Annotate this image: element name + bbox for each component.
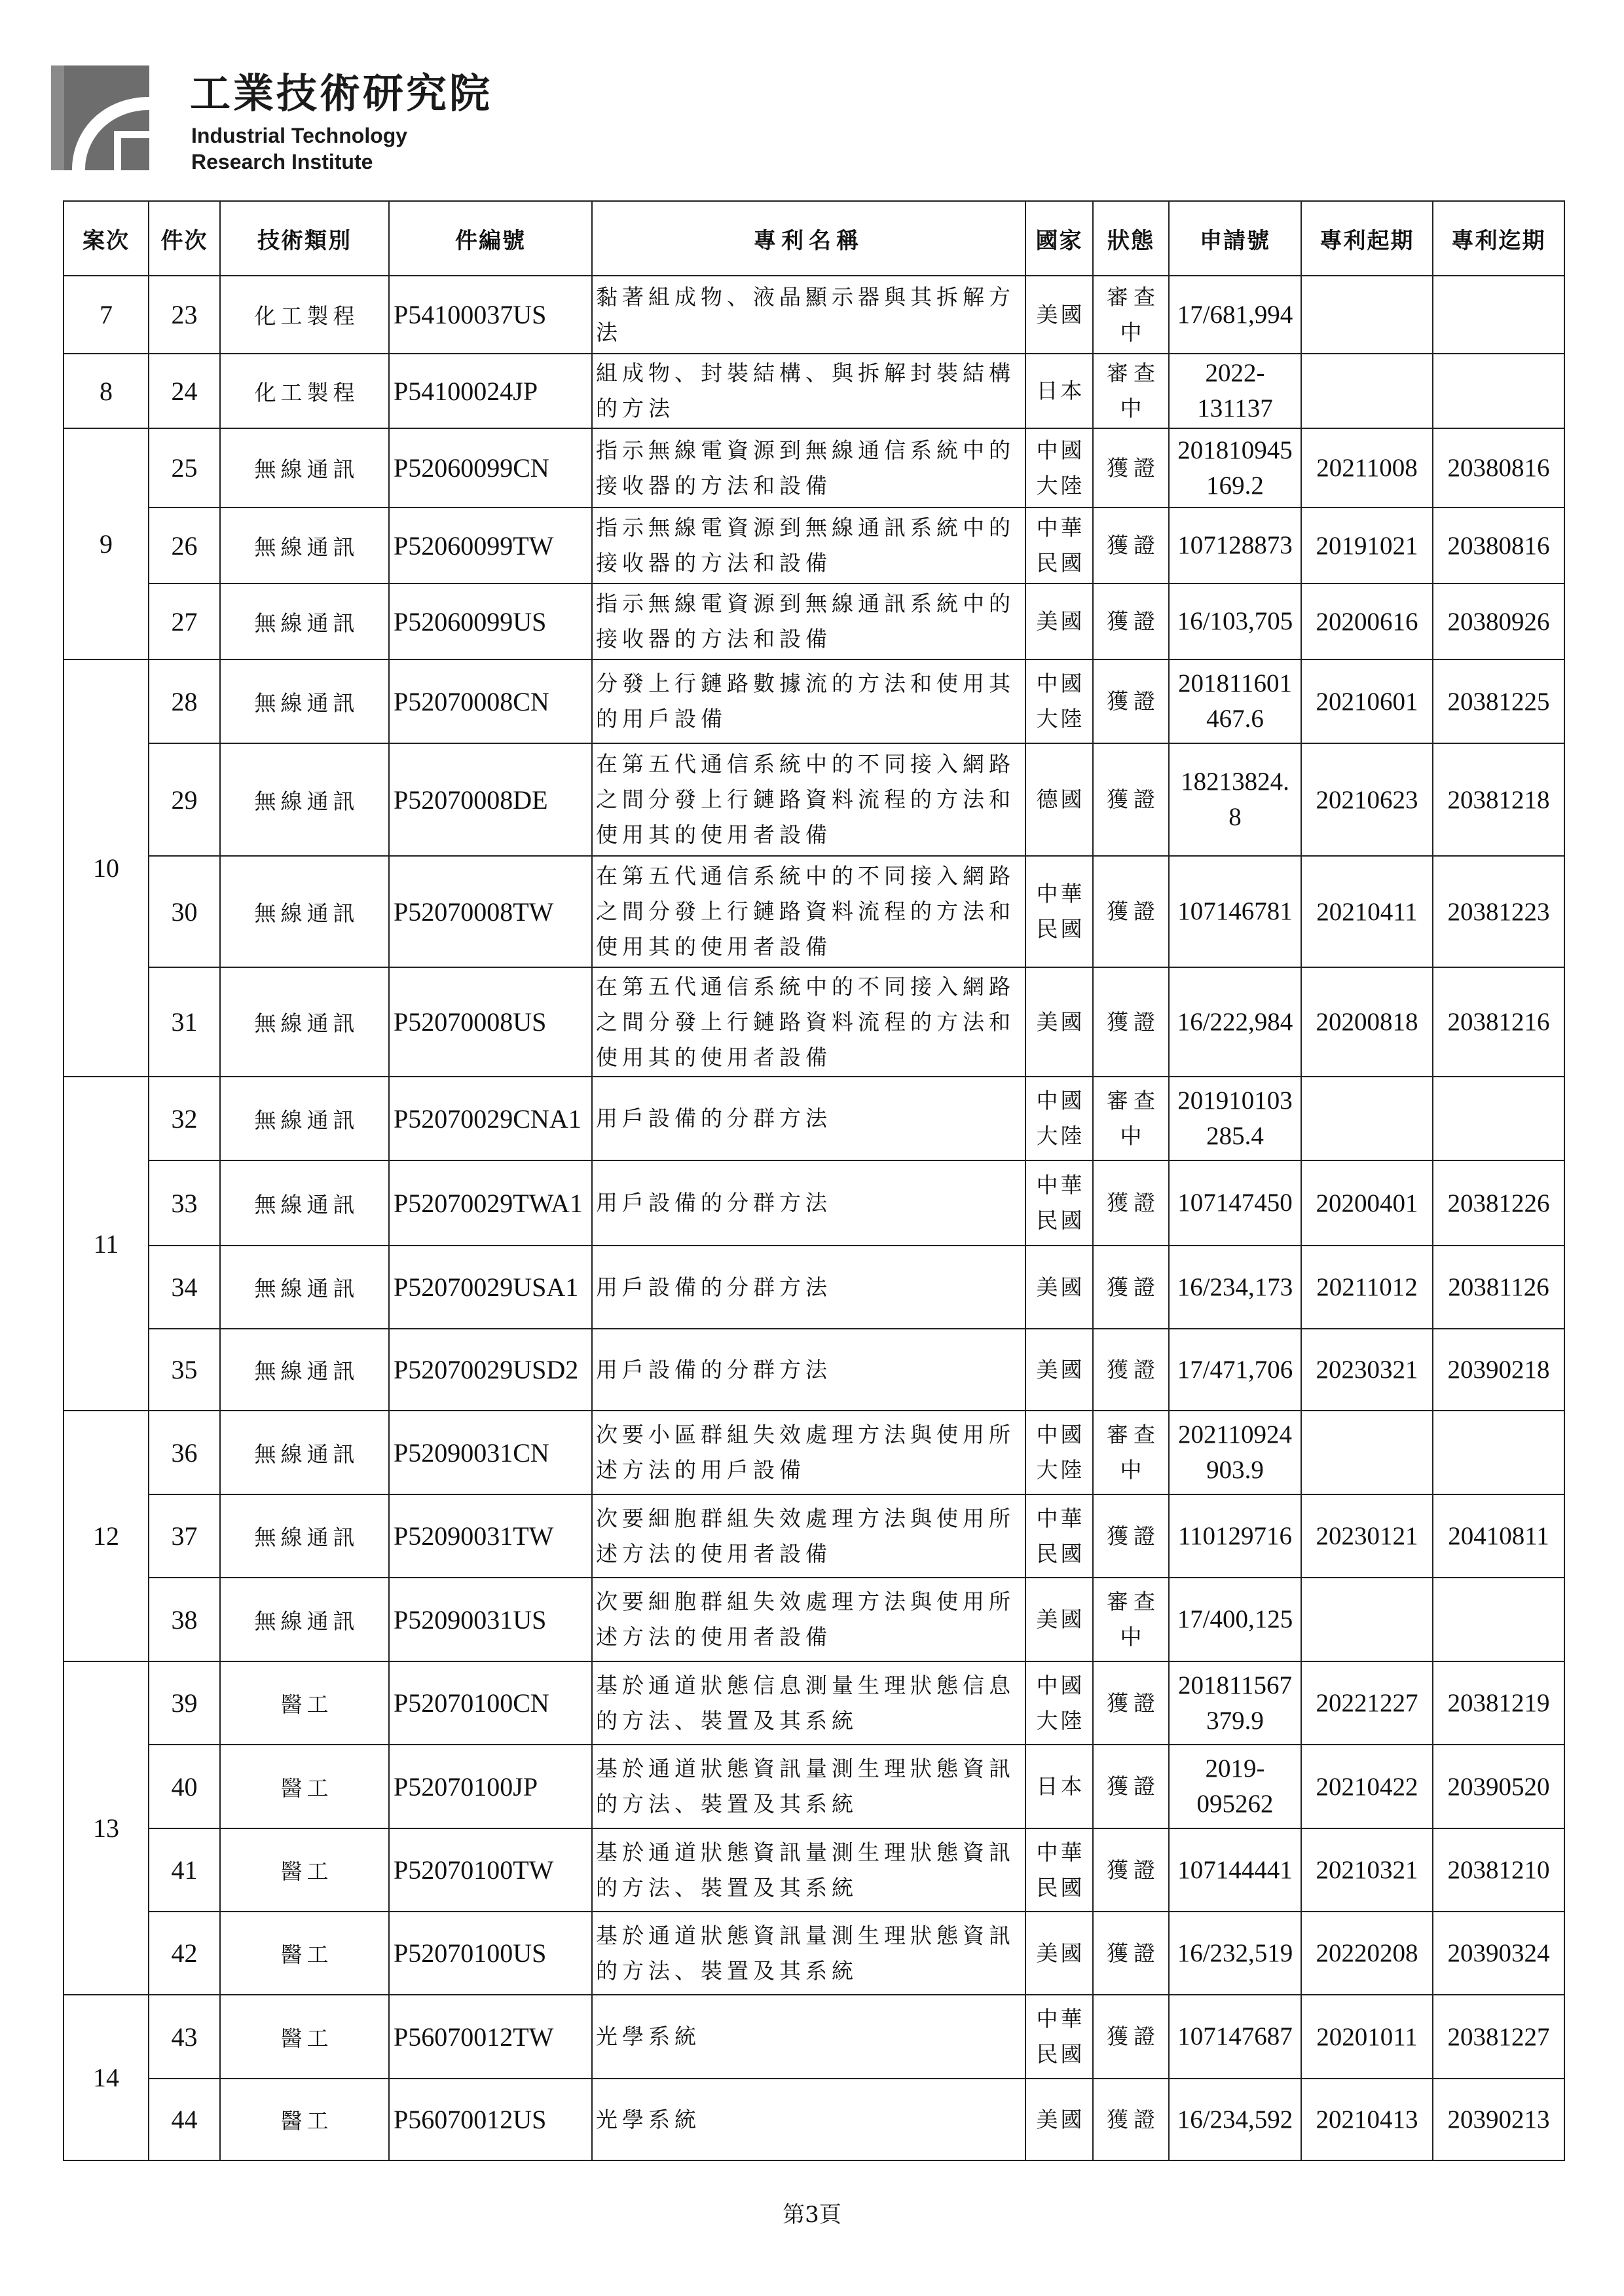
item-no-cell: 35 bbox=[149, 1329, 220, 1411]
end-date-cell: 20380816 bbox=[1433, 508, 1564, 583]
end-date-cell bbox=[1433, 1411, 1564, 1494]
table-row bbox=[64, 1912, 1564, 1995]
start-date-cell: 20210623 bbox=[1301, 743, 1433, 856]
item-no-cell: 42 bbox=[149, 1912, 220, 1995]
application-no-line: 467.6 bbox=[1206, 705, 1264, 733]
itri-logo-icon bbox=[51, 65, 149, 170]
status-cell: 獲證 bbox=[1093, 1995, 1169, 2079]
category-cell: 無線通訊 bbox=[220, 1077, 389, 1160]
table-row bbox=[64, 1745, 1564, 1828]
status-cell: 獲證 bbox=[1093, 659, 1169, 743]
application-no-line: 285.4 bbox=[1206, 1122, 1264, 1150]
category-cell: 無線通訊 bbox=[220, 1411, 389, 1494]
column-header-patent-title: 專利名稱 bbox=[592, 201, 1025, 276]
patent-title-cell: 在第五代通信系統中的不同接入網路之間分發上行鏈路資料流程的方法和使用其的使用者設備 bbox=[592, 743, 1025, 856]
table-row bbox=[64, 1411, 1564, 1494]
column-header-ref-no: 件編號 bbox=[389, 201, 592, 276]
status-cell: 獲證 bbox=[1093, 1246, 1169, 1329]
ref-no-cell: P52090031US bbox=[389, 1578, 592, 1661]
table-row bbox=[64, 967, 1564, 1077]
table-row bbox=[64, 1077, 1564, 1160]
application-no-cell: 107147687 bbox=[1169, 1995, 1301, 2079]
application-no-cell bbox=[1169, 1661, 1301, 1745]
end-date-cell bbox=[1433, 1077, 1564, 1160]
start-date-cell: 20230321 bbox=[1301, 1329, 1433, 1411]
application-no-cell bbox=[1169, 428, 1301, 508]
ref-no-cell: P52090031CN bbox=[389, 1411, 592, 1494]
table-row bbox=[64, 1995, 1564, 2079]
country-cell: 美國 bbox=[1025, 276, 1093, 354]
start-date-cell: 20211012 bbox=[1301, 1246, 1433, 1329]
status-cell: 獲證 bbox=[1093, 1494, 1169, 1578]
category-cell: 無線通訊 bbox=[220, 967, 389, 1077]
patent-title-cell: 用戶設備的分群方法 bbox=[592, 1246, 1025, 1329]
patent-table bbox=[63, 200, 1565, 2161]
application-no-cell bbox=[1169, 354, 1301, 428]
item-no-cell: 29 bbox=[149, 743, 220, 856]
table-row bbox=[64, 856, 1564, 967]
ref-no-cell: P54100037US bbox=[389, 276, 592, 354]
country-cell: 美國 bbox=[1025, 1578, 1093, 1661]
category-cell: 化工製程 bbox=[220, 276, 389, 354]
ref-no-cell: P56070012US bbox=[389, 2079, 592, 2160]
start-date-cell bbox=[1301, 276, 1433, 354]
application-no-line: 169.2 bbox=[1206, 471, 1264, 500]
application-no-line: 2022- bbox=[1205, 359, 1265, 387]
country-cell: 中國大陸 bbox=[1025, 1077, 1093, 1160]
table-row bbox=[64, 743, 1564, 856]
category-cell: 無線通訊 bbox=[220, 1494, 389, 1578]
page-number: 第3頁 bbox=[783, 2202, 841, 2228]
item-no-cell: 27 bbox=[149, 583, 220, 659]
status-cell: 獲證 bbox=[1093, 2079, 1169, 2160]
ref-no-cell: P52070008DE bbox=[389, 743, 592, 856]
application-no-cell: 16/232,519 bbox=[1169, 1912, 1301, 1995]
item-no-cell: 36 bbox=[149, 1411, 220, 1494]
application-no-cell bbox=[1169, 743, 1301, 856]
patent-title-cell: 用戶設備的分群方法 bbox=[592, 1077, 1025, 1160]
table-row bbox=[64, 1329, 1564, 1411]
patent-title-cell: 基於通道狀態資訊量測生理狀態資訊的方法、裝置及其系統 bbox=[592, 1828, 1025, 1912]
start-date-cell bbox=[1301, 354, 1433, 428]
country-cell: 中華民國 bbox=[1025, 856, 1093, 967]
application-no-cell: 107146781 bbox=[1169, 856, 1301, 967]
application-no-line: 201810945 bbox=[1177, 435, 1293, 464]
application-no-line: 131137 bbox=[1197, 394, 1273, 422]
application-no-line: 201811567 bbox=[1177, 1671, 1293, 1699]
end-date-cell: 20390213 bbox=[1433, 2079, 1564, 2160]
item-no-cell: 38 bbox=[149, 1578, 220, 1661]
end-date-cell: 20381210 bbox=[1433, 1828, 1564, 1912]
patent-title-cell: 基於通道狀態資訊量測生理狀態資訊的方法、裝置及其系統 bbox=[592, 1912, 1025, 1995]
case-no-cell: 7 bbox=[64, 276, 149, 354]
item-no-cell: 43 bbox=[149, 1995, 220, 2079]
case-no-cell: 11 bbox=[64, 1077, 149, 1411]
organization-name-english-line2: Research Institute bbox=[191, 150, 373, 174]
end-date-cell: 20390520 bbox=[1433, 1745, 1564, 1828]
status-cell: 獲證 bbox=[1093, 1160, 1169, 1246]
end-date-cell: 20381216 bbox=[1433, 967, 1564, 1077]
patent-title-cell: 組成物、封裝結構、與拆解封裝結構的方法 bbox=[592, 354, 1025, 428]
case-no-cell: 8 bbox=[64, 354, 149, 428]
status-cell: 獲證 bbox=[1093, 1329, 1169, 1411]
application-no-cell: 16/103,705 bbox=[1169, 583, 1301, 659]
country-cell: 美國 bbox=[1025, 1912, 1093, 1995]
application-no-cell bbox=[1169, 1745, 1301, 1828]
case-no-cell: 13 bbox=[64, 1661, 149, 1995]
patent-title-cell: 光學系統 bbox=[592, 2079, 1025, 2160]
start-date-cell: 20201011 bbox=[1301, 1995, 1433, 2079]
start-date-cell: 20200616 bbox=[1301, 583, 1433, 659]
start-date-cell: 20210321 bbox=[1301, 1828, 1433, 1912]
country-cell: 中華民國 bbox=[1025, 1494, 1093, 1578]
end-date-cell: 20381225 bbox=[1433, 659, 1564, 743]
country-cell: 中華民國 bbox=[1025, 1160, 1093, 1246]
patent-table-body bbox=[64, 276, 1564, 2160]
table-row bbox=[64, 1494, 1564, 1578]
column-header-end-date: 專利迄期 bbox=[1433, 201, 1564, 276]
patent-title-cell: 次要細胞群組失效處理方法與使用所述方法的使用者設備 bbox=[592, 1578, 1025, 1661]
column-header-case-no: 案次 bbox=[64, 201, 149, 276]
status-cell: 獲證 bbox=[1093, 428, 1169, 508]
end-date-cell: 20390324 bbox=[1433, 1912, 1564, 1995]
item-no-cell: 30 bbox=[149, 856, 220, 967]
country-cell: 日本 bbox=[1025, 354, 1093, 428]
country-cell: 美國 bbox=[1025, 583, 1093, 659]
status-cell: 獲證 bbox=[1093, 1828, 1169, 1912]
patent-title-cell: 光學系統 bbox=[592, 1995, 1025, 2079]
item-no-cell: 34 bbox=[149, 1246, 220, 1329]
country-cell: 中國大陸 bbox=[1025, 428, 1093, 508]
application-no-cell: 16/234,173 bbox=[1169, 1246, 1301, 1329]
category-cell: 醫工 bbox=[220, 1912, 389, 1995]
start-date-cell: 20210413 bbox=[1301, 2079, 1433, 2160]
country-cell: 中國大陸 bbox=[1025, 1661, 1093, 1745]
end-date-cell: 20381219 bbox=[1433, 1661, 1564, 1745]
item-no-cell: 23 bbox=[149, 276, 220, 354]
table-row bbox=[64, 508, 1564, 583]
item-no-cell: 41 bbox=[149, 1828, 220, 1912]
end-date-cell: 20381227 bbox=[1433, 1995, 1564, 2079]
country-cell: 美國 bbox=[1025, 1329, 1093, 1411]
start-date-cell: 20211008 bbox=[1301, 428, 1433, 508]
category-cell: 無線通訊 bbox=[220, 1160, 389, 1246]
application-no-line: 095262 bbox=[1196, 1790, 1274, 1818]
table-row bbox=[64, 1160, 1564, 1246]
start-date-cell: 20210422 bbox=[1301, 1745, 1433, 1828]
end-date-cell: 20410811 bbox=[1433, 1494, 1564, 1578]
end-date-cell: 20380926 bbox=[1433, 583, 1564, 659]
patent-title-cell: 用戶設備的分群方法 bbox=[592, 1160, 1025, 1246]
item-no-cell: 32 bbox=[149, 1077, 220, 1160]
application-no-cell: 16/234,592 bbox=[1169, 2079, 1301, 2160]
country-cell: 美國 bbox=[1025, 2079, 1093, 2160]
end-date-cell bbox=[1433, 276, 1564, 354]
country-cell: 美國 bbox=[1025, 1246, 1093, 1329]
patent-title-cell: 指示無線電資源到無線通信系統中的接收器的方法和設備 bbox=[592, 428, 1025, 508]
ref-no-cell: P52090031TW bbox=[389, 1494, 592, 1578]
category-cell: 無線通訊 bbox=[220, 856, 389, 967]
patent-title-cell: 基於通道狀態資訊量測生理狀態資訊的方法、裝置及其系統 bbox=[592, 1745, 1025, 1828]
application-no-cell: 107144441 bbox=[1169, 1828, 1301, 1912]
start-date-cell: 20191021 bbox=[1301, 508, 1433, 583]
application-no-line: 379.9 bbox=[1206, 1706, 1264, 1735]
case-no-cell: 12 bbox=[64, 1411, 149, 1661]
country-cell: 中華民國 bbox=[1025, 508, 1093, 583]
ref-no-cell: P52070100JP bbox=[389, 1745, 592, 1828]
application-no-cell bbox=[1169, 1077, 1301, 1160]
category-cell: 醫工 bbox=[220, 2079, 389, 2160]
table-row bbox=[64, 428, 1564, 508]
table-row bbox=[64, 1661, 1564, 1745]
table-row bbox=[64, 1828, 1564, 1912]
start-date-cell bbox=[1301, 1578, 1433, 1661]
country-cell: 中華民國 bbox=[1025, 1995, 1093, 2079]
item-no-cell: 33 bbox=[149, 1160, 220, 1246]
column-header-item-no: 件次 bbox=[149, 201, 220, 276]
application-no-line: 202110924 bbox=[1177, 1420, 1293, 1449]
country-cell: 美國 bbox=[1025, 967, 1093, 1077]
item-no-cell: 31 bbox=[149, 967, 220, 1077]
patent-title-cell: 次要小區群組失效處理方法與使用所述方法的用戶設備 bbox=[592, 1411, 1025, 1494]
end-date-cell: 20390218 bbox=[1433, 1329, 1564, 1411]
item-no-cell: 39 bbox=[149, 1661, 220, 1745]
country-cell: 中國大陸 bbox=[1025, 659, 1093, 743]
ref-no-cell: P54100024JP bbox=[389, 354, 592, 428]
patent-title-cell: 指示無線電資源到無線通訊系統中的接收器的方法和設備 bbox=[592, 583, 1025, 659]
application-no-cell: 17/400,125 bbox=[1169, 1578, 1301, 1661]
start-date-cell: 20200818 bbox=[1301, 967, 1433, 1077]
status-cell: 審查中 bbox=[1093, 1578, 1169, 1661]
application-no-line: 8 bbox=[1228, 803, 1242, 831]
status-cell: 獲證 bbox=[1093, 856, 1169, 967]
status-cell: 獲證 bbox=[1093, 583, 1169, 659]
start-date-cell bbox=[1301, 1077, 1433, 1160]
start-date-cell: 20220208 bbox=[1301, 1912, 1433, 1995]
table-header-row bbox=[64, 201, 1564, 276]
ref-no-cell: P52070029CNA1 bbox=[389, 1077, 592, 1160]
status-cell: 獲證 bbox=[1093, 1661, 1169, 1745]
ref-no-cell: P52070008US bbox=[389, 967, 592, 1077]
item-no-cell: 26 bbox=[149, 508, 220, 583]
category-cell: 無線通訊 bbox=[220, 428, 389, 508]
ref-no-cell: P52070100US bbox=[389, 1912, 592, 1995]
patent-title-cell: 次要細胞群組失效處理方法與使用所述方法的使用者設備 bbox=[592, 1494, 1025, 1578]
start-date-cell: 20210601 bbox=[1301, 659, 1433, 743]
application-no-cell: 107147450 bbox=[1169, 1160, 1301, 1246]
ref-no-cell: P52060099TW bbox=[389, 508, 592, 583]
end-date-cell: 20381218 bbox=[1433, 743, 1564, 856]
application-no-cell bbox=[1169, 1411, 1301, 1494]
start-date-cell: 20221227 bbox=[1301, 1661, 1433, 1745]
category-cell: 化工製程 bbox=[220, 354, 389, 428]
table-row bbox=[64, 276, 1564, 354]
category-cell: 醫工 bbox=[220, 1745, 389, 1828]
country-cell: 日本 bbox=[1025, 1745, 1093, 1828]
item-no-cell: 37 bbox=[149, 1494, 220, 1578]
status-cell: 獲證 bbox=[1093, 1912, 1169, 1995]
item-no-cell: 24 bbox=[149, 354, 220, 428]
item-no-cell: 44 bbox=[149, 2079, 220, 2160]
ref-no-cell: P52060099US bbox=[389, 583, 592, 659]
table-row bbox=[64, 1578, 1564, 1661]
table-row bbox=[64, 354, 1564, 428]
table-row bbox=[64, 583, 1564, 659]
status-cell: 獲證 bbox=[1093, 508, 1169, 583]
case-no-cell: 10 bbox=[64, 659, 149, 1077]
ref-no-cell: P52070008TW bbox=[389, 856, 592, 967]
ref-no-cell: P52070100CN bbox=[389, 1661, 592, 1745]
start-date-cell bbox=[1301, 1411, 1433, 1494]
patent-title-cell: 黏著組成物、液晶顯示器與其拆解方法 bbox=[592, 276, 1025, 354]
case-no-cell: 14 bbox=[64, 1995, 149, 2160]
patent-title-cell: 基於通道狀態信息測量生理狀態信息的方法、裝置及其系統 bbox=[592, 1661, 1025, 1745]
application-no-cell bbox=[1169, 659, 1301, 743]
patent-title-cell: 指示無線電資源到無線通訊系統中的接收器的方法和設備 bbox=[592, 508, 1025, 583]
status-cell: 審查中 bbox=[1093, 354, 1169, 428]
category-cell: 醫工 bbox=[220, 1661, 389, 1745]
item-no-cell: 25 bbox=[149, 428, 220, 508]
category-cell: 醫工 bbox=[220, 1995, 389, 2079]
end-date-cell bbox=[1433, 354, 1564, 428]
category-cell: 無線通訊 bbox=[220, 1246, 389, 1329]
ref-no-cell: P52070029TWA1 bbox=[389, 1160, 592, 1246]
category-cell: 無線通訊 bbox=[220, 659, 389, 743]
end-date-cell: 20381223 bbox=[1433, 856, 1564, 967]
patent-title-cell: 分發上行鏈路數據流的方法和使用其的用戶設備 bbox=[592, 659, 1025, 743]
patent-title-cell: 在第五代通信系統中的不同接入網路之間分發上行鏈路資料流程的方法和使用其的使用者設備 bbox=[592, 967, 1025, 1077]
application-no-line: 2019- bbox=[1205, 1754, 1265, 1783]
country-cell: 德國 bbox=[1025, 743, 1093, 856]
column-header-start-date: 專利起期 bbox=[1301, 201, 1433, 276]
column-header-country: 國家 bbox=[1025, 201, 1093, 276]
category-cell: 無線通訊 bbox=[220, 1578, 389, 1661]
start-date-cell: 20230121 bbox=[1301, 1494, 1433, 1578]
application-no-cell: 107128873 bbox=[1169, 508, 1301, 583]
country-cell: 中華民國 bbox=[1025, 1828, 1093, 1912]
patent-title-cell: 用戶設備的分群方法 bbox=[592, 1329, 1025, 1411]
ref-no-cell: P52070008CN bbox=[389, 659, 592, 743]
application-no-line: 201910103 bbox=[1177, 1086, 1293, 1115]
application-no-line: 201811601 bbox=[1177, 669, 1293, 697]
status-cell: 獲證 bbox=[1093, 743, 1169, 856]
start-date-cell: 20200401 bbox=[1301, 1160, 1433, 1246]
column-header-application-no: 申請號 bbox=[1169, 201, 1301, 276]
category-cell: 無線通訊 bbox=[220, 1329, 389, 1411]
item-no-cell: 40 bbox=[149, 1745, 220, 1828]
table-row bbox=[64, 659, 1564, 743]
status-cell: 獲證 bbox=[1093, 1745, 1169, 1828]
organization-name-chinese: 工業技術研究院 bbox=[190, 69, 493, 117]
table-row bbox=[64, 1246, 1564, 1329]
ref-no-cell: P52070100TW bbox=[389, 1828, 592, 1912]
category-cell: 無線通訊 bbox=[220, 508, 389, 583]
ref-no-cell: P56070012TW bbox=[389, 1995, 592, 2079]
application-no-cell: 17/681,994 bbox=[1169, 276, 1301, 354]
application-no-cell: 17/471,706 bbox=[1169, 1329, 1301, 1411]
category-cell: 無線通訊 bbox=[220, 583, 389, 659]
country-cell: 中國大陸 bbox=[1025, 1411, 1093, 1494]
item-no-cell: 28 bbox=[149, 659, 220, 743]
start-date-cell: 20210411 bbox=[1301, 856, 1433, 967]
application-no-line: 18213824. bbox=[1181, 768, 1289, 796]
case-no-cell: 9 bbox=[64, 428, 149, 659]
ref-no-cell: P52070029USA1 bbox=[389, 1246, 592, 1329]
ref-no-cell: P52070029USD2 bbox=[389, 1329, 592, 1411]
organization-name-english-line1: Industrial Technology bbox=[191, 124, 408, 147]
end-date-cell: 20381226 bbox=[1433, 1160, 1564, 1246]
table-row bbox=[64, 2079, 1564, 2160]
end-date-cell: 20381126 bbox=[1433, 1246, 1564, 1329]
application-no-line: 903.9 bbox=[1206, 1456, 1264, 1484]
application-no-cell: 110129716 bbox=[1169, 1494, 1301, 1578]
column-header-category: 技術類別 bbox=[220, 201, 389, 276]
patent-title-cell: 在第五代通信系統中的不同接入網路之間分發上行鏈路資料流程的方法和使用其的使用者設備 bbox=[592, 856, 1025, 967]
end-date-cell: 20380816 bbox=[1433, 428, 1564, 508]
ref-no-cell: P52060099CN bbox=[389, 428, 592, 508]
status-cell: 審查中 bbox=[1093, 1077, 1169, 1160]
category-cell: 醫工 bbox=[220, 1828, 389, 1912]
status-cell: 審查中 bbox=[1093, 1411, 1169, 1494]
end-date-cell bbox=[1433, 1578, 1564, 1661]
status-cell: 獲證 bbox=[1093, 967, 1169, 1077]
column-header-status: 狀態 bbox=[1093, 201, 1169, 276]
category-cell: 無線通訊 bbox=[220, 743, 389, 856]
application-no-cell: 16/222,984 bbox=[1169, 967, 1301, 1077]
status-cell: 審查中 bbox=[1093, 276, 1169, 354]
